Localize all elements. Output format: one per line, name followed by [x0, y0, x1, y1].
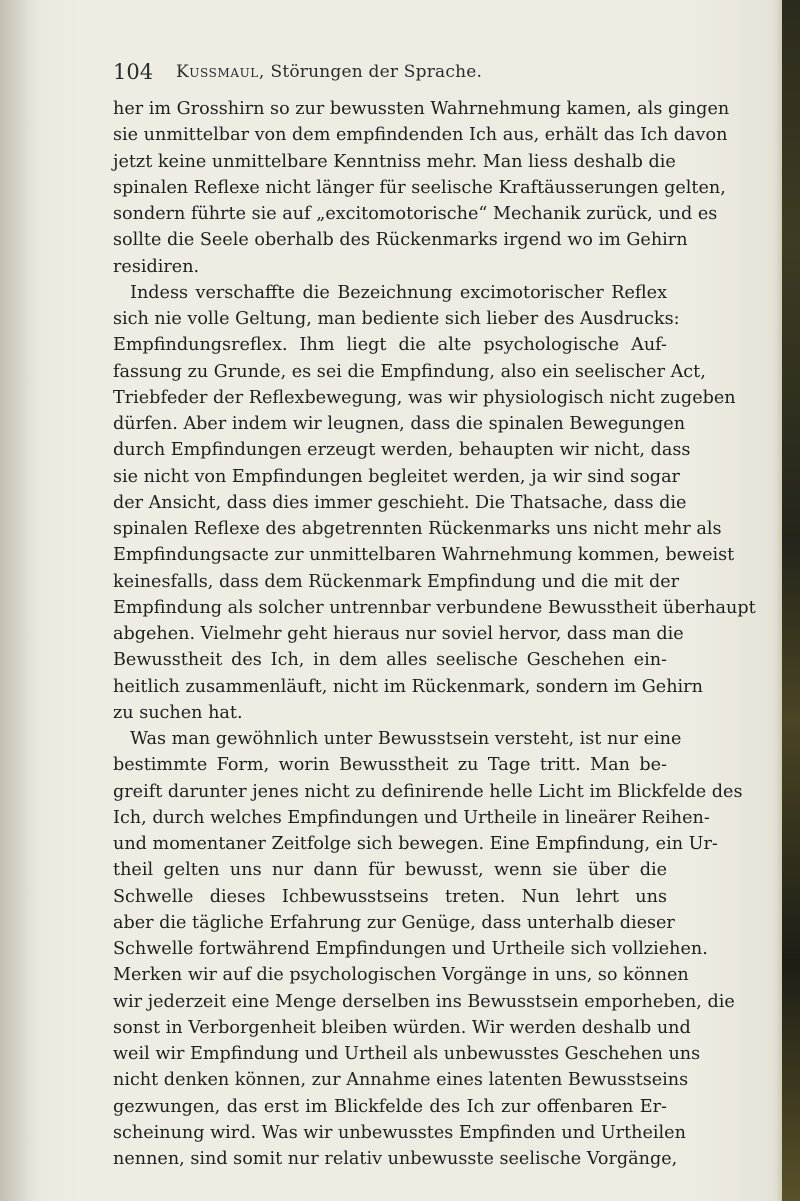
- text-line: greift darunter jenes nicht zu definirende helle Licht im Blickfelde des: [113, 781, 743, 802]
- text-line: Schwelle dieses Ichbewusstseins treten. Nun lehrt uns: [113, 886, 667, 907]
- page-edge-dark-border: [782, 0, 800, 1201]
- text-line: spinalen Reflexe des abgetrennten Rückenmarks uns nicht mehr als: [113, 519, 722, 539]
- text-line: Was man gewöhnlich unter Bewusstsein versteht, ist nur eine: [130, 729, 682, 749]
- text-line: Empfindungsreflex. Ihm liegt die alte psychologische Auf-: [113, 335, 667, 356]
- text-line: der Ansicht, dass dies immer geschieht. Die Thatsache, dass die: [113, 492, 687, 513]
- text-line: sollte die Seele oberhalb des Rückenmarks irgend wo im Gehirn: [113, 230, 688, 251]
- text-line: Merken wir auf die psychologischen Vorgänge in uns, so können: [113, 965, 689, 986]
- text-line: heitlich zusammenläuft, nicht im Rückenmark, sondern im Gehirn: [113, 676, 703, 697]
- running-header: [113, 60, 673, 86]
- running-head-title: Störungen der Sprache.: [270, 62, 483, 82]
- running-head: [176, 62, 482, 82]
- text-line: bestimmte Form, worin Bewusstheit zu Tage tritt. Man be-: [113, 755, 667, 776]
- text-line: Ich, durch welches Empfindungen und Urtheile in lineärer Reihen-: [113, 807, 710, 828]
- text-line: Schwelle fortwährend Empfindungen und Urtheile sich vollziehen.: [113, 939, 708, 959]
- body-text: [113, 96, 756, 1172]
- text-line: zu suchen hat.: [113, 702, 243, 723]
- text-line: nennen, sind somit nur relativ unbewusste seelische Vorgänge,: [113, 1149, 678, 1169]
- text-line: wir jederzeit eine Menge derselben ins Bewusstsein emporheben, die: [113, 991, 735, 1012]
- text-line: sie unmittelbar von dem empfindenden Ich aus, erhält das Ich davon: [113, 125, 728, 146]
- text-line: sich nie volle Geltung, man bediente sich lieber des Ausdrucks:: [113, 309, 680, 329]
- running-head-author: Kussmaul,: [176, 62, 265, 82]
- text-line: scheinung wird. Was wir unbewusstes Empfinden und Urtheilen: [113, 1122, 686, 1143]
- text-line: jetzt keine unmittelbare Kenntniss mehr. Man liess deshalb die: [113, 151, 676, 172]
- text-line: her im Grosshirn so zur bewussten Wahrnehmung kamen, als gingen: [113, 99, 730, 119]
- text-line: und momentaner Zeitfolge sich bewegen. Eine Empfindung, ein Ur-: [113, 834, 718, 854]
- text-line: nicht denken können, zur Annahme eines latenten Bewusstseins: [113, 1070, 689, 1091]
- text-line: fassung zu Grunde, es sei die Empfindung, also ein seelischer Act,: [113, 361, 706, 382]
- page-number: 104: [113, 60, 154, 84]
- text-line: sondern führte sie auf „excitomotorische“ Mechanik zurück, und es: [113, 204, 718, 224]
- text-line: spinalen Reflexe nicht länger für seelische Kraftäusserungen gelten,: [113, 177, 726, 198]
- text-line: Triebfeder der Reflexbewegung, was wir physiologisch nicht zugeben: [113, 387, 736, 408]
- text-line: gezwungen, das erst im Blickfelde des Ich zur offenbaren Er-: [113, 1096, 667, 1117]
- text-line: residiren.: [113, 256, 200, 277]
- text-line: sonst in Verborgenheit bleiben würden. Wir werden deshalb und: [113, 1017, 691, 1038]
- text-line: keinesfalls, dass dem Rückenmark Empfindung und die mit der: [113, 571, 680, 592]
- text-line: dürfen. Aber indem wir leugnen, dass die spinalen Bewegungen: [113, 414, 686, 434]
- text-line: aber die tägliche Erfahrung zur Genüge, dass unterhalb dieser: [113, 912, 675, 933]
- text-line: theil gelten uns nur dann für bewusst, wenn sie über die: [113, 860, 667, 881]
- text-line: Empfindung als solcher untrennbar verbundene Bewusstheit überhaupt: [113, 597, 756, 618]
- text-line: weil wir Empfindung und Urtheil als unbewusstes Geschehen uns: [113, 1044, 701, 1064]
- text-line: durch Empfindungen erzeugt werden, behaupten wir nicht, dass: [113, 440, 691, 461]
- text-line: Empfindungsacte zur unmittelbaren Wahrnehmung kommen, beweist: [113, 545, 735, 566]
- text-line: sie nicht von Empfindungen begleitet werden, ja wir sind sogar: [113, 466, 680, 487]
- text-line: Indess verschaffte die Bezeichnung excimotorischer Reflex: [130, 282, 667, 303]
- text-line: abgehen. Vielmehr geht hieraus nur soviel hervor, dass man die: [113, 624, 684, 644]
- gutter-shadow: [0, 0, 40, 1201]
- text-line: Bewusstheit des Ich, in dem alles seelische Geschehen ein-: [113, 650, 667, 671]
